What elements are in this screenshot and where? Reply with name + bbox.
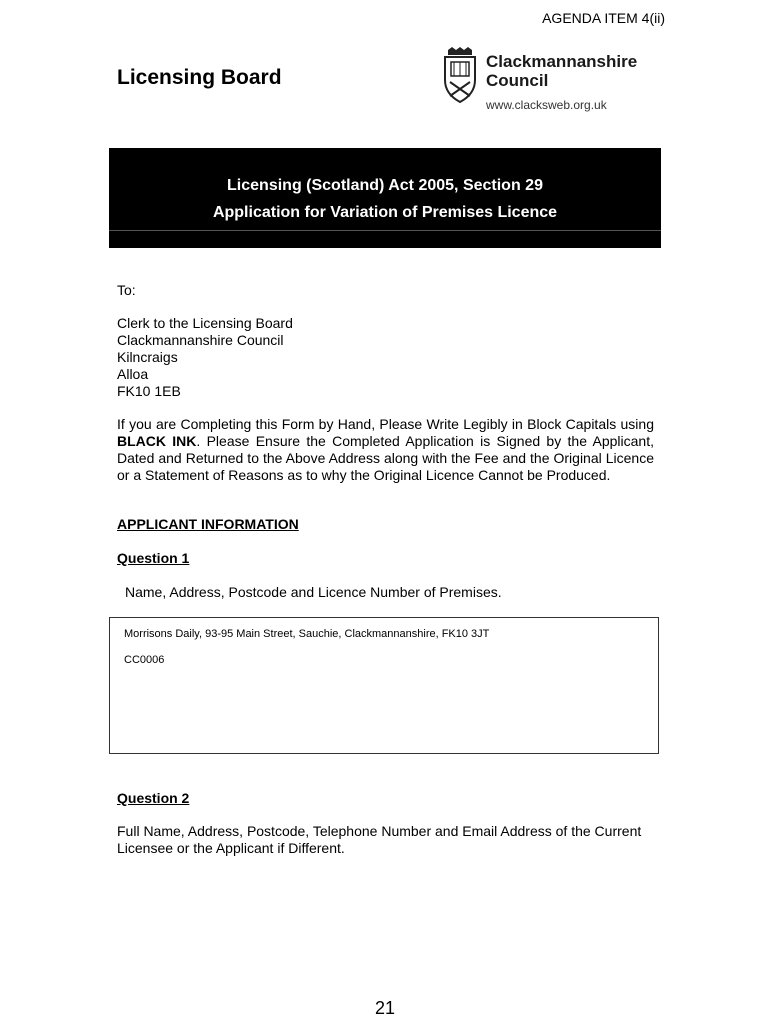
application-title: Application for Variation of Premises Licence [212, 204, 558, 221]
applicant-info-heading: APPLICANT INFORMATION [117, 516, 299, 532]
council-crest-icon [440, 46, 480, 104]
address-line: Alloa [117, 366, 149, 382]
to-label: To: [117, 282, 136, 298]
address-line: Clackmannanshire Council [117, 332, 284, 348]
recipient-address [117, 315, 654, 400]
question-2-heading: Question 2 [117, 790, 190, 806]
question-1-heading: Question 1 [117, 550, 190, 566]
council-logo [440, 46, 670, 116]
address-line: Kilncraigs [117, 349, 178, 365]
board-title: Licensing Board [117, 66, 282, 89]
page-number: 21 [374, 998, 396, 1018]
address-line: FK10 1EB [117, 383, 181, 399]
act-title: Licensing (Scotland) Act 2005, Section 29 [227, 177, 543, 194]
question-1-text: Name, Address, Postcode and Licence Number of Premises. [125, 584, 502, 600]
black-ink-emphasis: BLACK INK [117, 433, 197, 449]
council-website: www.clacksweb.org.uk [486, 98, 607, 112]
premises-address-answer: Morrisons Daily, 93-95 Main Street, Sauchie, Clackmannanshire, FK10 3JT [124, 628, 490, 640]
question-2-text: Full Name, Address, Postcode, Telephone Number and Email Address of the Current Licensee or the Applicant if Different. [117, 823, 642, 856]
agenda-item-label: AGENDA ITEM 4(ii) [542, 10, 665, 26]
form-instructions: If you are Completing this Form by Hand, Please Write Legibly in Block Capitals using BLACK INK. Please Ensure the Completed Application is Signed by the Applicant, Dated and Returned to the Above Address along with the Fee and the Original Licence or a Statement of Reasons as to why the Original Licence Cannot be Produced. [117, 416, 654, 483]
licence-number-answer: CC0006 [124, 654, 165, 666]
question-1-answer-box[interactable] [109, 617, 659, 754]
banner-divider [109, 230, 661, 231]
form-title-banner [109, 148, 661, 248]
address-line: Clerk to the Licensing Board [117, 315, 293, 331]
council-name: Clackmannanshire Council [486, 52, 638, 90]
